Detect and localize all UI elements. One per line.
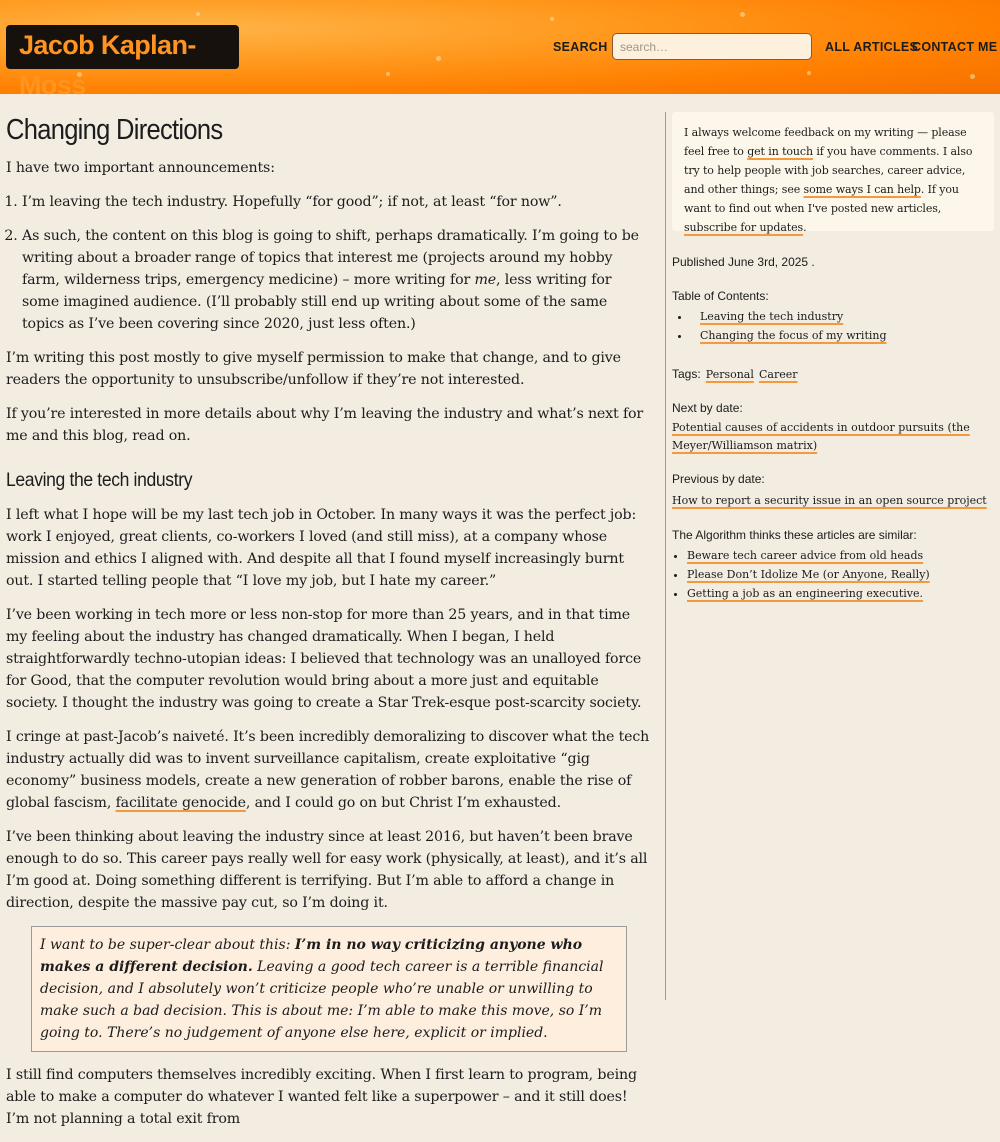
toc-link[interactable]: Changing the focus of my writing [700,329,887,342]
ways-i-can-help-link[interactable]: some ways I can help [803,183,921,196]
tags-label: Tags: [672,367,701,381]
next-by-date [672,401,994,454]
announcements-list [22,191,652,335]
list-emphasis: me [474,272,497,288]
callout-box [31,926,627,1052]
next-article-link[interactable]: Potential causes of accidents in outdoor pursuits (the Meyer/Williamson matrix) [672,421,970,452]
toc-link[interactable]: Leaving the tech industry [700,310,844,323]
toc-list [672,307,994,345]
prev-label: Previous by date: [672,472,765,486]
prev-article-link[interactable]: How to report a security issue in an open source project [672,494,987,507]
feedback-text: if you have comments. I also try to help people with job searches, career advice, and other things; see [684,145,973,196]
similar-list [672,546,994,603]
list-item: 1. I’m leaving the tech industry. Hopefully “for good”; if not, at least “for now”. [22,191,652,213]
similar-item [687,565,994,584]
paragraph: I still find computers themselves incredibly exciting. When I first learn to program, being able to make a computer do whatever I wanted felt like a superpower – and it still does! I’m not planning a total exit from [6,1067,637,1127]
site-header [0,0,1000,100]
similar-item [687,546,994,565]
list-item [22,225,652,335]
tag-link[interactable]: Career [758,368,798,381]
similar-link[interactable]: Getting a job as an engineering executive. [687,587,924,600]
callout-text: Leaving a good tech career is a terrible financial decision, and I absolutely won’t criticize people who’re unable or unwilling to make such a bad decision. This is about me: I’m able to make this move, so I’m going to. There’s no judgement of anyone else here, explicit or implied. [40,959,604,1041]
toc-item [678,307,994,326]
toc-label: Table of Contents: [672,289,769,303]
feedback-text: . If you want to find out when I've posted new articles, [684,183,959,215]
facilitate-genocide-link[interactable]: facilitate genocide [115,795,246,811]
paragraph-text: I cringe at past-Jacob’s naiveté. It’s been incredibly demoralizing to discover what the tech industry actually did was to invent surveillance capitalism, create exploitative “gig economy” business models, create a new generation of robber barons, enable the rise of global fascism, [6,729,650,811]
tags [672,363,994,382]
similar-link[interactable]: Please Don’t Idolize Me (or Anyone, Really) [687,568,930,581]
paragraph: I left what I hope will be my last tech job in October. In many ways it was the perfect job: work I enjoyed, great clients, co-workers I loved (and still miss), at a company whose mission and ethics I aligned with. And despite all that I found myself increasingly burnt out. I started telling people that “I love my job, but I hate my career.” [6,507,637,589]
nav-all-articles[interactable]: ALL ARTICLES [825,40,919,54]
search-label[interactable]: SEARCH [553,40,608,54]
callout-text: I want to be super-clear about this: [40,937,295,953]
feedback-box [672,112,994,234]
toc-item [678,326,994,345]
column-divider [665,112,666,1000]
paragraph [6,726,652,814]
previous-by-date [672,472,994,508]
search-input[interactable] [612,33,812,60]
site-title-logo[interactable]: Jacob Kaplan-Moss [6,25,239,69]
similar-link[interactable]: Beware tech career advice from old heads [687,549,924,562]
paragraph: I’m writing this post mostly to give myself permission to make that change, and to give readers the opportunity to unsubscribe/unfollow if they’re not interested. [6,350,621,388]
list-text: , less writing for some imagined audience. (I’ll probably still end up writing about some of the same topics as I’ve been covering since 2020, just less often.) [22,272,612,332]
next-label: Next by date: [672,401,743,415]
subscribe-link[interactable]: subscribe for updates [684,221,804,234]
nav-contact-me[interactable]: CONTACT ME [912,40,998,54]
article-intro: I have two important announcements: [6,160,275,176]
get-in-touch-link[interactable]: get in touch [747,145,813,158]
table-of-contents [672,289,994,345]
paragraph: I’ve been thinking about leaving the industry since at least 2016, but haven’t been brave enough to do so. This career pays really well for easy work (physically, at least), and it’s all I’m good at. Doing something different is terrifying. But I’m able to afford a change in direction, despite the massive pay cut, so I’m doing it. [6,829,648,911]
similar-articles [672,528,994,603]
similar-label: The Algorithm thinks these articles are similar: [672,528,917,542]
list-text: As such, the content on this blog is going to shift, perhaps dramatically. I’m going to be writing about a broader range of topics that interest me (projects around my hobby farm, wilderness trips, emergency medicine) – more writing for [22,228,639,288]
paragraph: I’ve been working in tech more or less non-stop for more than 25 years, and in that time my feeling about the industry has changed dramatically. When I began, I held straightforwardly techno-utopian ideas: I believed that technology was an unalloyed force for Good, that the computer revolution would bring about a more just and equitable society. I thought the industry was going to create a Star Trek-esque post-scarcity society. [6,607,642,711]
article-title: Changing Directions [6,114,223,146]
feedback-text: . [803,221,807,234]
published-text: Published June 3rd, 2025 . [672,255,815,269]
feedback-text: I always welcome feedback on my writing — please feel free to [684,126,967,158]
paragraph: If you’re interested in more details about why I’m leaving the industry and what’s next for me and this blog, read on. [6,406,644,444]
paragraph-text: , and I could go on but Christ I’m exhausted. [245,795,561,811]
section-heading: Leaving the tech industry [6,469,193,491]
article [6,110,652,1142]
callout-bold: I’m in no way criticizing anyone who makes a different decision. [40,937,583,975]
published-date [672,251,994,270]
similar-item [687,584,994,603]
tag-link[interactable]: Personal [705,368,754,381]
